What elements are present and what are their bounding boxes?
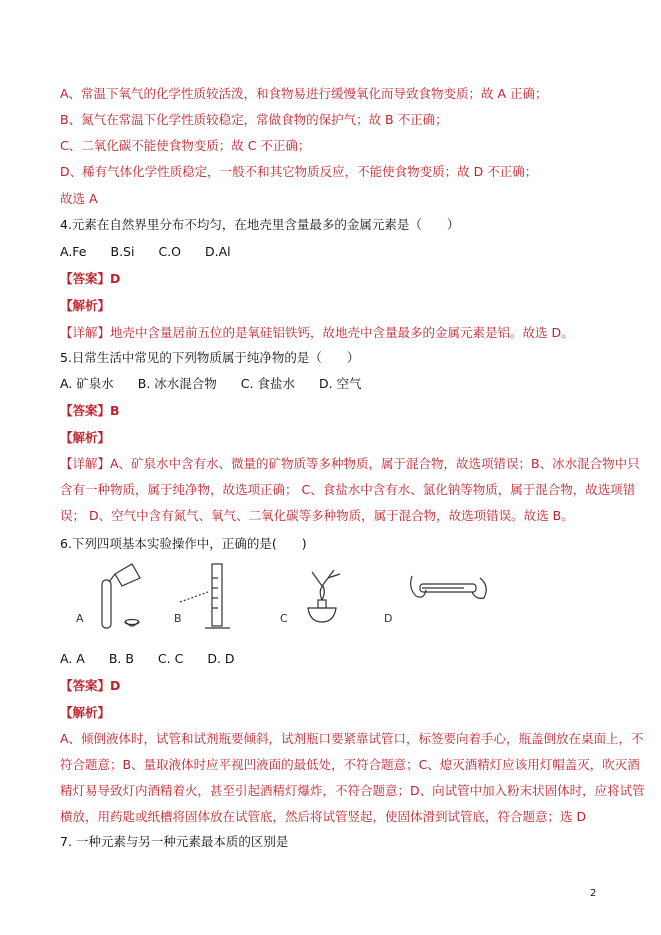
q4-stem: 4.元素在自然界里分布不均匀，在地壳里含量最多的金属元素是（ ） — [60, 217, 460, 232]
q6-option-a: A. A — [60, 651, 85, 666]
figure-a-pouring-liquid — [102, 564, 140, 628]
q4-options — [60, 244, 620, 260]
q6-answer: 【答案】D — [60, 678, 121, 693]
prev-answer-a: A、常温下氧气的化学性质较活泼，和食物易进行缓慢氧化而导致食物变质；故 A 正确； — [60, 86, 548, 101]
q4-detail: 【详解】地壳中含量居前五位的是氧硅铝铁钙，故地壳中含量最多的金属元素是铝。故选 D。 — [60, 325, 574, 340]
q4-option-a: A.Fe — [60, 244, 87, 259]
q5-detail-line-2: 含有一种物质，属于纯净物，故选项正确； C、食盐水中含有水、氯化钠等物质，属于混合物，故选项错 — [60, 482, 636, 497]
q4-answer: 【答案】D — [60, 271, 121, 286]
q7-stem: 7. 一种元素与另一种元素最本质的区别是 — [60, 834, 289, 849]
q6-stem: 6.下列四项基本实验操作中，正确的是( ) — [60, 536, 307, 551]
q6-option-c: C. C — [157, 651, 184, 666]
page-number: 2 — [590, 888, 597, 899]
q6-option-b: B. B — [108, 651, 134, 666]
q4-option-c: C.O — [158, 244, 181, 259]
figure-label-b: B — [174, 612, 182, 625]
q5-answer: 【答案】B — [60, 403, 120, 418]
q6-experiment-figure — [60, 560, 500, 640]
q5-detail-line-1: 【详解】A、矿泉水中含有水、微量的矿物质等多种物质，属于混合物，故选项错误；B、冰水混合物中只 — [60, 456, 640, 471]
q6-options — [60, 651, 620, 667]
q4-option-d: D.Al — [204, 244, 231, 259]
q5-option-d: D. 空气 — [318, 376, 362, 391]
q6-detail-line-3: 精灯易导致灯内酒精着火，甚至引起酒精灯爆炸，不符合题意；D、向试管中加入粉末状固体时，应将试管 — [60, 783, 645, 798]
figure-label-c: C — [280, 612, 288, 625]
figure-b-measuring-cylinder — [180, 564, 230, 628]
q5-options — [60, 376, 620, 392]
q5-stem: 5.日常生活中常见的下列物质属于纯净物的是（ ） — [60, 350, 360, 365]
figure-c-alcohol-lamp — [308, 570, 340, 622]
q6-analysis-label: 【解析】 — [60, 705, 111, 720]
q6-option-d: D. D — [207, 651, 235, 666]
q4-option-b: B.Si — [110, 244, 135, 259]
q5-option-a: A. 矿泉水 — [60, 376, 114, 391]
prev-answer-d: D、稀有气体化学性质稳定，一般不和其它物质反应，不能使食物变质；故 D 不正确； — [60, 164, 538, 179]
q5-option-c: C. 食盐水 — [240, 376, 295, 391]
q6-detail-line-2: 符合题意；B、量取液体时应平视凹液面的最低处，不符合题意；C、熄灭酒精灯应该用灯帽盖灭，吹灭酒 — [60, 757, 640, 772]
q6-detail-line-4: 横放，用药匙或纸槽将固体放在试管底，然后将试管竖起，使固体滑到试管底，符合题意；选 D — [60, 809, 587, 824]
q5-option-b: B. 冰水混合物 — [137, 376, 217, 391]
q5-analysis-label: 【解析】 — [60, 430, 111, 445]
q5-detail-line-3: 误； D、空气中含有氮气、氧气、二氧化碳等多种物质，属于混合物，故选项错误。故选 B。 — [60, 508, 574, 523]
q4-analysis-label: 【解析】 — [60, 298, 111, 313]
prev-answer-conclusion: 故选 A — [60, 191, 98, 206]
figure-label-d: D — [384, 612, 393, 625]
figure-d-adding-powder — [411, 576, 487, 598]
figure-label-a: A — [76, 612, 84, 625]
prev-answer-c: C、二氧化碳不能使食物变质；故 C 不正确； — [60, 138, 311, 153]
q6-detail-line-1: A、倾倒液体时，试管和试剂瓶要倾斜，试剂瓶口要紧靠试管口，标签要向着手心，瓶盖倒放在桌面上，不 — [60, 731, 644, 746]
prev-answer-b: B、氮气在常温下化学性质较稳定，常做食物的保护气；故 B 不正确； — [60, 112, 448, 127]
